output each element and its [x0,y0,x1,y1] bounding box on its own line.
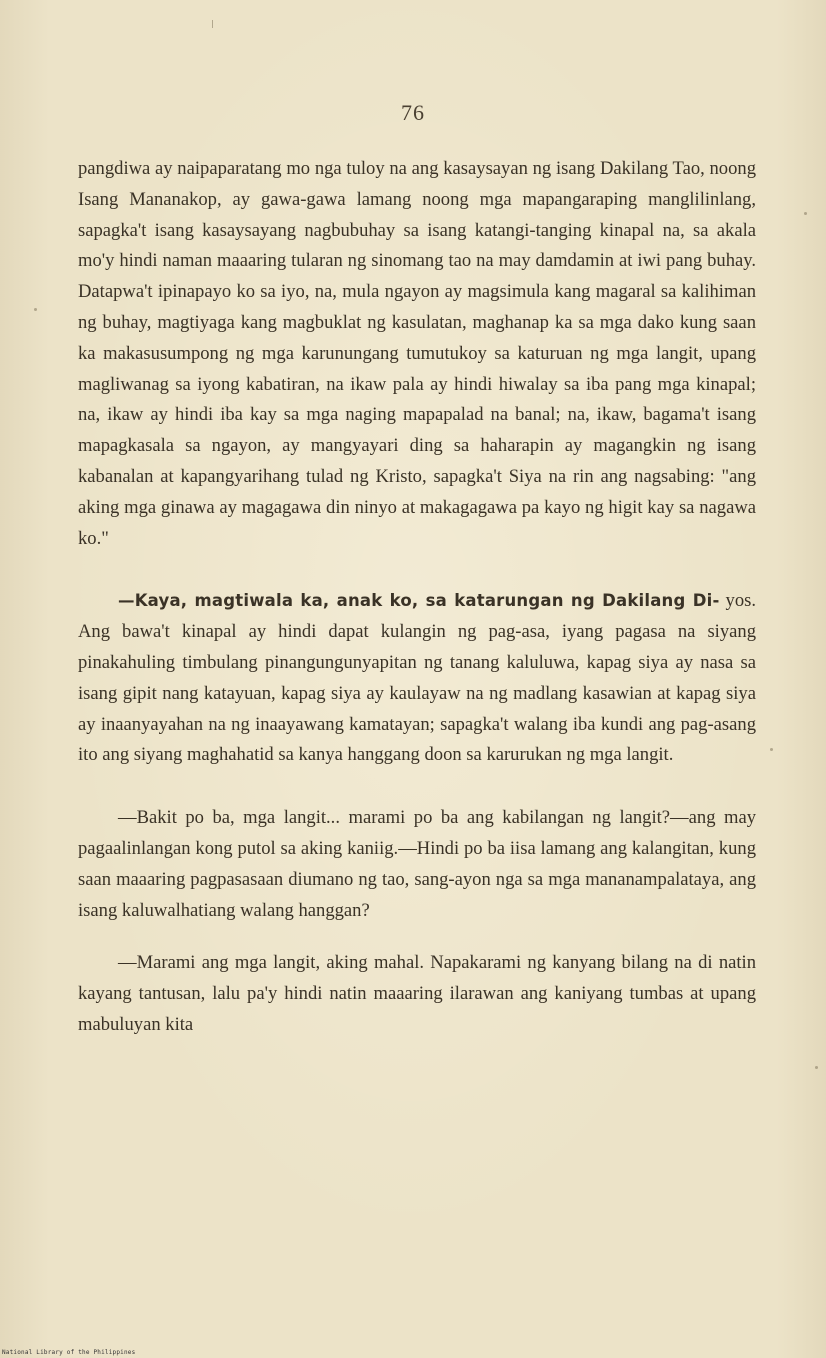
scan-speck [815,1066,818,1069]
paragraph-3 [78,803,756,926]
body-text [78,154,756,1041]
scan-speck [804,212,807,215]
scan-speck [212,20,213,28]
page-number: 76 [401,100,425,125]
paragraph-2 [78,586,756,771]
paragraph-1-text: pangdiwa ay naipaparatang mo nga tuloy na ang kasaysayan ng isang Dakilang Tao, noong Isang Mananakop, ay gawa-gawa lamang noong mga mapangaraping manglilinlang, sapagka't isang kasaysayang nagbubuhay sa isang katangi-tanging kinapal na, sa akala mo'y hindi naman maaaring tularan ng sinomang tao na may damdamin at iwi pang buhay. Datapwa't ipinapayo ko sa iyo, na, mula ngayon ay magsimula kang magaral sa kalihiman ng buhay, magtiyaga kang magbuklat ng kasulatan, maghanap ka sa mga dako kung saan ka makasusumpong ng mga karunungang tumutukoy sa katuruan ng mga langit, upang magliwanag sa iyong kabatiran, na ikaw pala ay hindi hiwalay sa iba pang mga kinapal; na, ikaw ay hindi iba kay sa mga naging mapapalad na banal; na, ikaw, bagama't isang mapagkasala sa ngayon, ay mangyayari ding sa haharapin ay magangkin ng isang kabanalan at kapangyarihang tulad ng Kristo, sapagka't Siya na rin ang nagsabing: "ang aking mga ginawa ay magagawa din ninyo at makagagawa pa kayo ng higit kay sa nagawa ko." [78,158,756,549]
scan-speck [770,748,773,751]
paragraph-2-lead: —Kaya, magtiwala ka, anak ko, sa katarungan ng Dakilang Di- [118,591,720,611]
library-watermark: National Library of the Philippines [2,1349,136,1356]
paragraph-1 [78,154,756,554]
paragraph-4-text: —Marami ang mga langit, aking mahal. Napakarami ng kanyang bilang na di natin kayang tantusan, lalu pa'y hindi natin maaaring ilarawan ang kaniyang tumbas at upang mabuluyan kita [78,952,756,1035]
paragraph-2-text: yos. Ang bawa't kinapal ay hindi dapat kulangin ng pag-asa, iyang pagasa na siyang pinakahuling timbulang pinangungunyapitan ng tanang kaluluwa, kapag siya ay nasa sa isang gipit nang katayuan, kapag siya ay kaulayaw na ng madlang kasawian at kapag siya ay inaanyayahan na ng inaayawang kamatayan; sapagka't walang iba kundi ang pag-asang ito ang siyang maghahatid sa kanya hanggang doon sa karurukan ng mga langit. [78,590,756,766]
scan-speck [34,308,37,311]
paragraph-4 [78,948,756,1040]
paragraph-3-text: —Bakit po ba, mga langit... marami po ba ang kabilangan ng langit?—ang may pagaalinlangan kong putol sa aking kaniig.—Hindi po ba iisa lamang ang kalangitan, kung saan maaaring pagpasasaan diumano ng tao, sang-ayon nga sa mga mananampalataya, ang isang kaluwalhatiang walang hanggan? [78,807,756,921]
